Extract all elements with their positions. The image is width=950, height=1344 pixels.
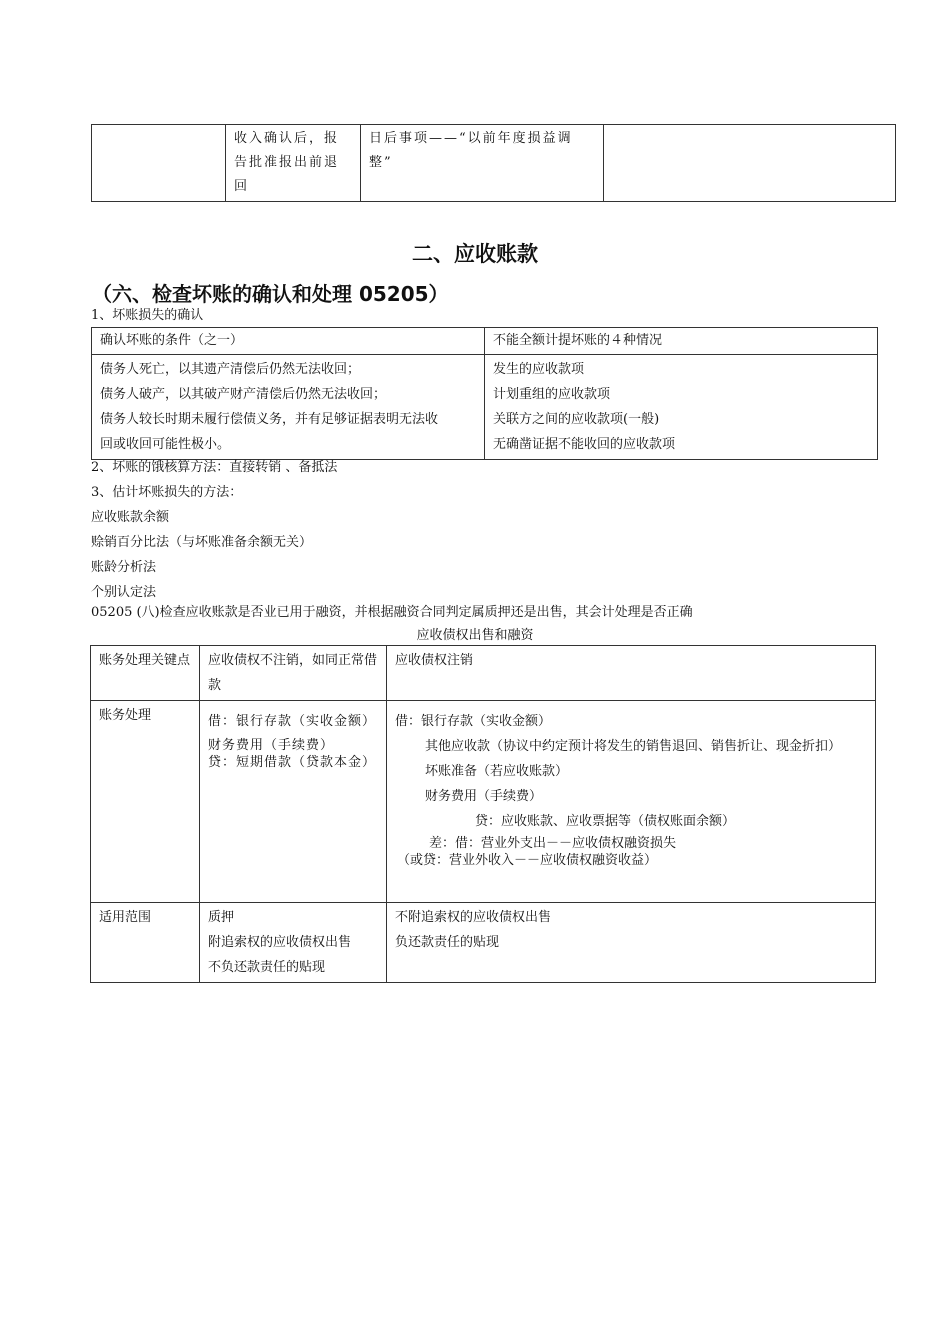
scope-item: 附追索权的应收债权出售 [208,935,352,950]
text-line: 整” [369,155,393,170]
item-heading: 2、坏账的饿核算方法：直接转销 、备抵法 [91,460,338,475]
scope-item: 不负还款责任的贴现 [208,960,326,975]
list-item: 计划重组的应收款项 [493,387,611,402]
journal-line: 贷：短期借款（贷款本金） [208,755,377,770]
method-item: 应收账款余额 [91,510,170,525]
journal-line: 其他应收款（协议中约定预计将发生的销售退回、销售折让、现金折扣） [425,739,842,754]
bad-debt-table [91,327,878,460]
list-item: 发生的应收款项 [493,362,585,377]
sale-entries-cell [387,701,876,903]
journal-line: （或贷：营业外收入－－应收债权融资收益） [397,853,658,868]
journal-line: 贷：应收账款、应收票据等（债权账面余额） [475,814,736,829]
section-title: 二、应收账款 [412,242,538,266]
journal-line: 财务费用（手续费） [208,738,335,753]
journal-line: 差：借：营业外支出－－应收债权融资损失 [429,836,677,851]
item-heading: 3、估计坏账损失的方法： [91,485,243,500]
pledge-entries-cell [200,701,387,903]
text-line: 日后事项——“以前年度损益调 [369,131,573,146]
conditions-cell [92,355,485,460]
scope-item: 不附追索权的应收债权出售 [395,910,552,925]
continuation-table [91,124,896,202]
scope-cell [200,903,387,983]
table-header: 应收债权注销 [387,646,876,701]
journal-line: 借：银行存款（实收金额） [208,714,377,729]
scope-cell [387,903,876,983]
list-item: 回或收回可能性极小。 [100,437,231,452]
text-line: 告批准报出前退 [234,155,340,170]
method-item: 赊销百分比法（与坏账准备余额无关） [91,535,313,550]
scope-item: 质押 [208,910,235,925]
table-header: 确认坏账的条件（之一） [92,328,485,355]
table-header: 不能全额计提坏账的４种情况 [485,328,878,355]
journal-line: 财务费用（手续费） [425,789,543,804]
row-label: 适用范围 [91,903,200,983]
item-heading: 1、坏账损失的确认 [91,308,204,323]
list-item: 关联方之间的应收款项(一般) [493,412,660,427]
empty-cell [604,125,896,202]
text-line: 收入确认后，报 [234,131,340,146]
journal-line: 坏账准备（若应收账款） [425,764,569,779]
financing-table [90,645,876,983]
row-label: 账务处理 [91,701,200,903]
situations-cell [485,355,878,460]
scope-item: 负还款责任的贴现 [395,935,500,950]
list-item: 债务人死亡，以其遗产清偿后仍然无法收回； [100,362,361,377]
method-item: 个别认定法 [91,585,157,600]
table-header: 应收债权不注销，如同正常借款 [200,646,387,701]
journal-line: 借：银行存款（实收金额） [395,714,552,729]
empty-cell [92,125,226,202]
list-item: 债务人较长时期未履行偿债义务，并有足够证据表明无法收 [100,412,439,427]
table-caption: 应收债权出售和融资 [416,628,534,643]
method-item: 账龄分析法 [91,560,157,575]
text-line: 回 [234,179,250,194]
list-item: 债务人破产，以其破产财产清偿后仍然无法收回； [100,387,387,402]
continuation-cell-condition [226,125,361,202]
table-header: 账务处理关键点 [91,646,200,701]
continuation-cell-treatment [361,125,604,202]
list-item: 无确凿证据不能收回的应收款项 [493,437,676,452]
subsection-title: （六、检查坏账的确认和处理 05205） [92,282,449,306]
item-heading: 05205 (八)检查应收账款是否业已用于融资，并根据融资合同判定属质押还是出售，其会计处理是否正确 [91,605,693,620]
